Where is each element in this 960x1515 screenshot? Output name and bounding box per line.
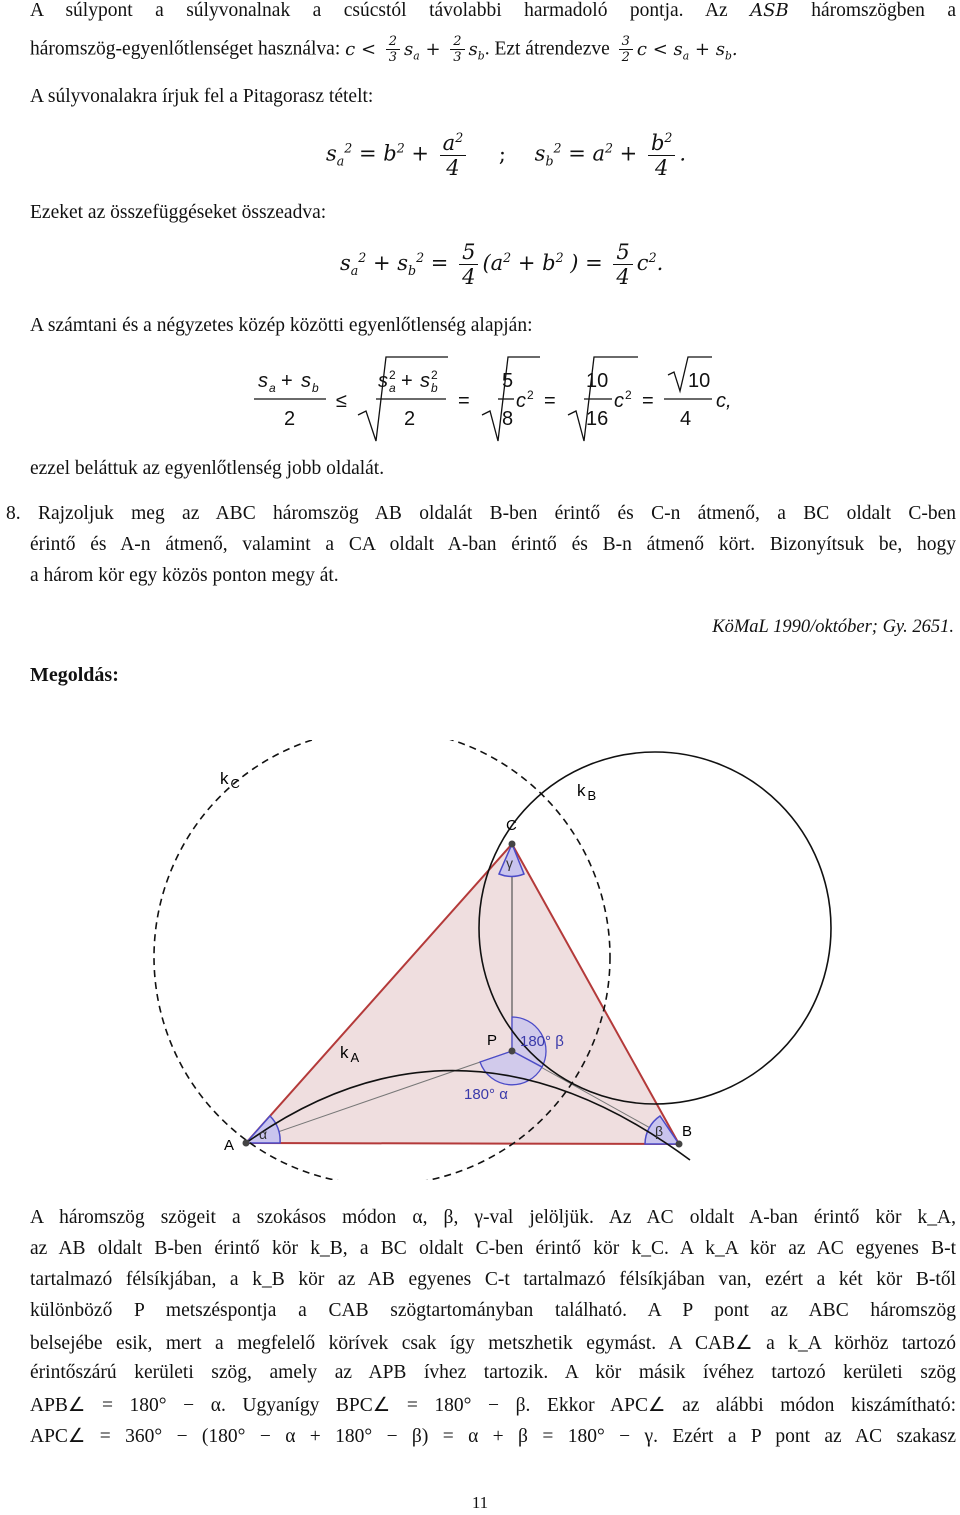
label-b: B xyxy=(682,1123,693,1140)
solution-line-5: belsejébe esik, mert a megfelelő körívek csak így metszhetik egymást. A CAB∠ a k_A körhöz tartozó xyxy=(30,1333,956,1354)
svg-text:5: 5 xyxy=(502,370,514,392)
problem-line-2: érintő és A-n átmenő, valamint a CA oldalt A-ban érintő és B-n átmenő kört. Bizonyítsuk be, hogy xyxy=(30,534,956,555)
paragraph-line-6: ezzel beláttuk az egyenlőtlenség jobb oldalát. xyxy=(30,458,385,479)
label-kc: k $_C$ xyxy=(220,769,240,791)
problem-line-1: 8. Rajzoljuk meg az ABC háromszög AB oldalát B-ben érintő és C-n átmenő, a BC oldalt C-ben xyxy=(6,503,956,524)
paragraph-line-3: A súlyvonalakra írjuk fel a Pitagorasz tételt: xyxy=(30,86,374,107)
label-a: A xyxy=(224,1137,235,1154)
paragraph-line-1: A súlypont a súlyvonalnak a csúcstól távolabbi harmadoló pontja. Az ASB háromszögben a xyxy=(30,0,957,21)
equation-sum: $s_a^2 + s_b^2$ = $\frac{5}{4}$ ($a^2 + b^2$ ) = $\frac{5}{4}$ $c^2$. xyxy=(340,240,664,289)
solution-line-7: APB∠ = 180° − α. Ugyanígy BPC∠ = 180° − β. Ekkor APC∠ az alábbi módon kiszámítható: xyxy=(30,1395,956,1416)
svg-text:2: 2 xyxy=(389,368,396,382)
solution-line-8: APC∠ = 360° − (180° − α + 180° − β) = α + β = 180° − γ. Ezért a P pont az AC szakasz xyxy=(30,1426,956,1447)
label-gamma: γ xyxy=(506,855,513,871)
svg-text:2: 2 xyxy=(404,408,416,430)
svg-text:10: 10 xyxy=(586,370,609,392)
equation-sa: $s_a^2 = b^2$ + $\frac{a^2}{4}$ ; $s_b^2 = a^2$ + $\frac{b^2}{4}$ . xyxy=(326,130,687,180)
equation-mean-inequality xyxy=(250,355,750,450)
solution-heading: Megoldás: xyxy=(30,664,119,686)
svg-text:4: 4 xyxy=(680,408,692,430)
paragraph-line-4: Ezeket az összefüggéseket összeadva: xyxy=(30,202,327,223)
point-a xyxy=(243,1140,250,1147)
svg-text:2: 2 xyxy=(431,368,438,382)
svg-text:+: + xyxy=(401,370,413,392)
label-angle-bpc: 180° β xyxy=(520,1033,564,1050)
label-angle-apb: 180° α xyxy=(464,1086,508,1103)
label-c: C xyxy=(506,817,517,834)
geometry-figure xyxy=(0,740,960,1180)
label-alpha: α xyxy=(259,1126,268,1142)
solution-line-4: különböző P metszéspontja a CAB szögtartományban található. A P pont az ABC háromszög xyxy=(30,1300,956,1321)
point-p xyxy=(509,1048,516,1055)
paragraph-line-2: háromszög-egyenlőtlenséget használva: c < $\frac{2}{3}$ $s_a$ + $\frac{2}{3}$ $s_b$. Ezt átrendezve $\frac{3}{2}$ $c < s_a + s_b$. xyxy=(30,34,738,65)
point-c xyxy=(509,841,516,848)
svg-text:s: s xyxy=(258,370,268,392)
source-citation: KöMaL 1990/október; Gy. 2651. xyxy=(712,617,954,637)
svg-text:b: b xyxy=(312,381,319,395)
solution-line-2: az AB oldalt B-ben érintő kör k_B, a BC oldalt C-ben érintő kör k_C. A k_A kör az AC egyenes B-t xyxy=(30,1238,956,1259)
svg-text:=: = xyxy=(544,390,556,412)
svg-text:16: 16 xyxy=(586,408,609,430)
svg-text:2: 2 xyxy=(284,408,296,430)
svg-text:a: a xyxy=(389,381,396,395)
svg-text:8: 8 xyxy=(502,408,514,430)
svg-text:2: 2 xyxy=(625,388,632,402)
label-p: P xyxy=(487,1032,498,1049)
page-number: 11 xyxy=(471,1493,489,1512)
paragraph-line-5: A számtani és a négyzetes közép közötti egyenlőtlenség alapján: xyxy=(30,315,533,336)
svg-text:+: + xyxy=(281,370,293,392)
svg-text:10: 10 xyxy=(688,370,711,392)
svg-text:c,: c, xyxy=(716,390,732,412)
svg-text:b: b xyxy=(431,381,438,395)
label-beta: β xyxy=(655,1123,664,1139)
svg-text:=: = xyxy=(458,390,470,412)
svg-text:a: a xyxy=(269,381,276,395)
label-kb: k $_B$ xyxy=(577,781,597,803)
svg-text:c: c xyxy=(614,390,624,412)
svg-text:s: s xyxy=(378,370,388,392)
svg-text:s: s xyxy=(301,370,311,392)
svg-text:2: 2 xyxy=(527,388,534,402)
svg-text:s: s xyxy=(420,370,430,392)
svg-text:≤: ≤ xyxy=(336,390,347,412)
point-b xyxy=(676,1141,683,1148)
solution-line-6: érintőszárú kerületi szög, amely az APB ívhez tartozik. A kör másik ívéhez tartozó kerületi szög xyxy=(30,1362,956,1383)
svg-text:c: c xyxy=(516,390,526,412)
svg-text:=: = xyxy=(642,390,654,412)
label-ka: k $_A$ xyxy=(340,1043,360,1065)
solution-line-3: tartalmazó félsíkjában, a k_B kör az AB egyenes C-t tartalmazó félsíkjában van, ezért a két kör B-től xyxy=(30,1269,956,1290)
problem-line-3: a három kör egy közös ponton megy át. xyxy=(30,565,339,586)
solution-line-1: A háromszög szögeit a szokásos módon α, β, γ-val jelöljük. Az AC oldalt A-ban érintő kör k_A, xyxy=(30,1207,956,1228)
